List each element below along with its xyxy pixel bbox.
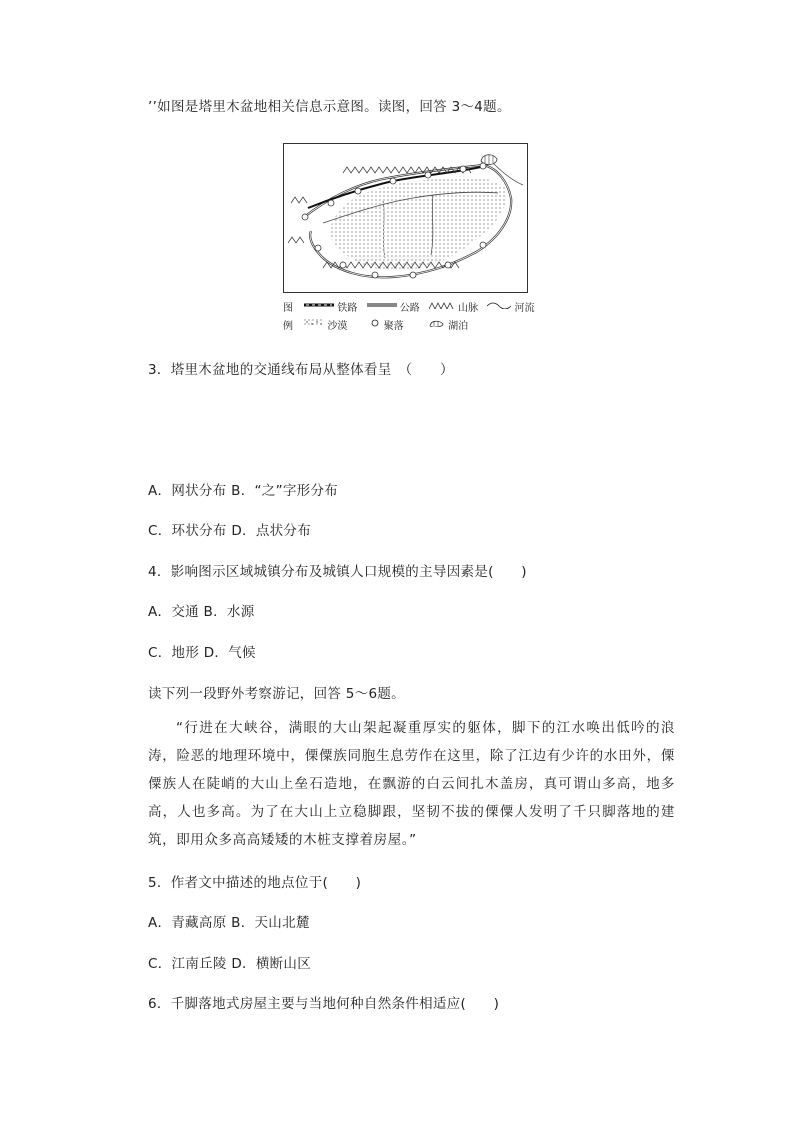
intro-q3-4: ’’如图是塔里木盆地相关信息示意图。读图，回答 3～4题。 — [148, 99, 511, 115]
desert-legend-icon — [304, 319, 324, 330]
legend-railway: 铁路 — [337, 303, 358, 314]
lake-legend-icon — [429, 319, 445, 330]
question-3: 3．塔里木盆地的交通线布局从整体看呈 （ ） — [148, 362, 454, 378]
question-5: 5．作者文中描述的地点位于( ) — [148, 875, 362, 891]
question-4-options-ab: A．交通 B．水源 — [148, 604, 255, 620]
travel-passage: “行进在大峡谷，满眼的大山架起凝重厚实的躯体，脚下的江水唤出低吟的浪涛，险恶的地理环境中，傈僳族同胞生息劳作在这里，除了江边有少许的水田外，傈僳族人在陡峭的大山上垒石造地，在飘游的白云间扎木盖房，真可谓山多高，地多高，人也多高。为了在大山上立稳脚跟，坚韧不拔的傈僳人发明了千只脚落地的建筑，即用众多高高矮矮的木桩支撑着房屋。” — [148, 720, 675, 848]
question-5-options-cd: C．江南丘陵 D．横断山区 — [148, 956, 312, 972]
legend-settlement: 聚落 — [383, 321, 404, 332]
map-figure — [283, 143, 528, 293]
legend-desert: 沙漠 — [327, 321, 348, 332]
legend-mountain: 山脉 — [458, 303, 479, 314]
railway-legend-icon — [304, 301, 334, 312]
legend-lake: 湖泊 — [448, 321, 469, 332]
highway-legend-icon — [367, 301, 397, 312]
map-legend-row-1 — [283, 299, 535, 314]
mountain-legend-icon — [429, 301, 455, 312]
question-4: 4．影响图示区域城镇分布及城镇人口规模的主导因素是( ) — [148, 564, 527, 580]
question-3-options-cd: C．环状分布 D．点状分布 — [148, 523, 312, 539]
legend-head-2: 例 — [283, 321, 293, 332]
tarim-basin-map — [283, 143, 528, 293]
settlement-legend-icon — [371, 319, 381, 330]
legend-highway: 公路 — [399, 303, 420, 314]
intro-q5-6: 读下列一段野外考察游记，回答 5～6题。 — [148, 686, 405, 702]
legend-head-1: 图 — [283, 303, 293, 314]
map-legend-row-2 — [283, 317, 468, 332]
legend-river: 河流 — [514, 303, 535, 314]
question-5-options-ab: A．青藏高原 B．天山北麓 — [148, 915, 310, 931]
river-legend-icon — [487, 301, 511, 312]
question-3-options-ab: A．网状分布 B．“之”字形分布 — [148, 483, 339, 499]
question-6: 6．千脚落地式房屋主要与当地何种自然条件相适应( ) — [148, 996, 500, 1012]
question-4-options-cd: C．地形 D．气候 — [148, 645, 256, 661]
